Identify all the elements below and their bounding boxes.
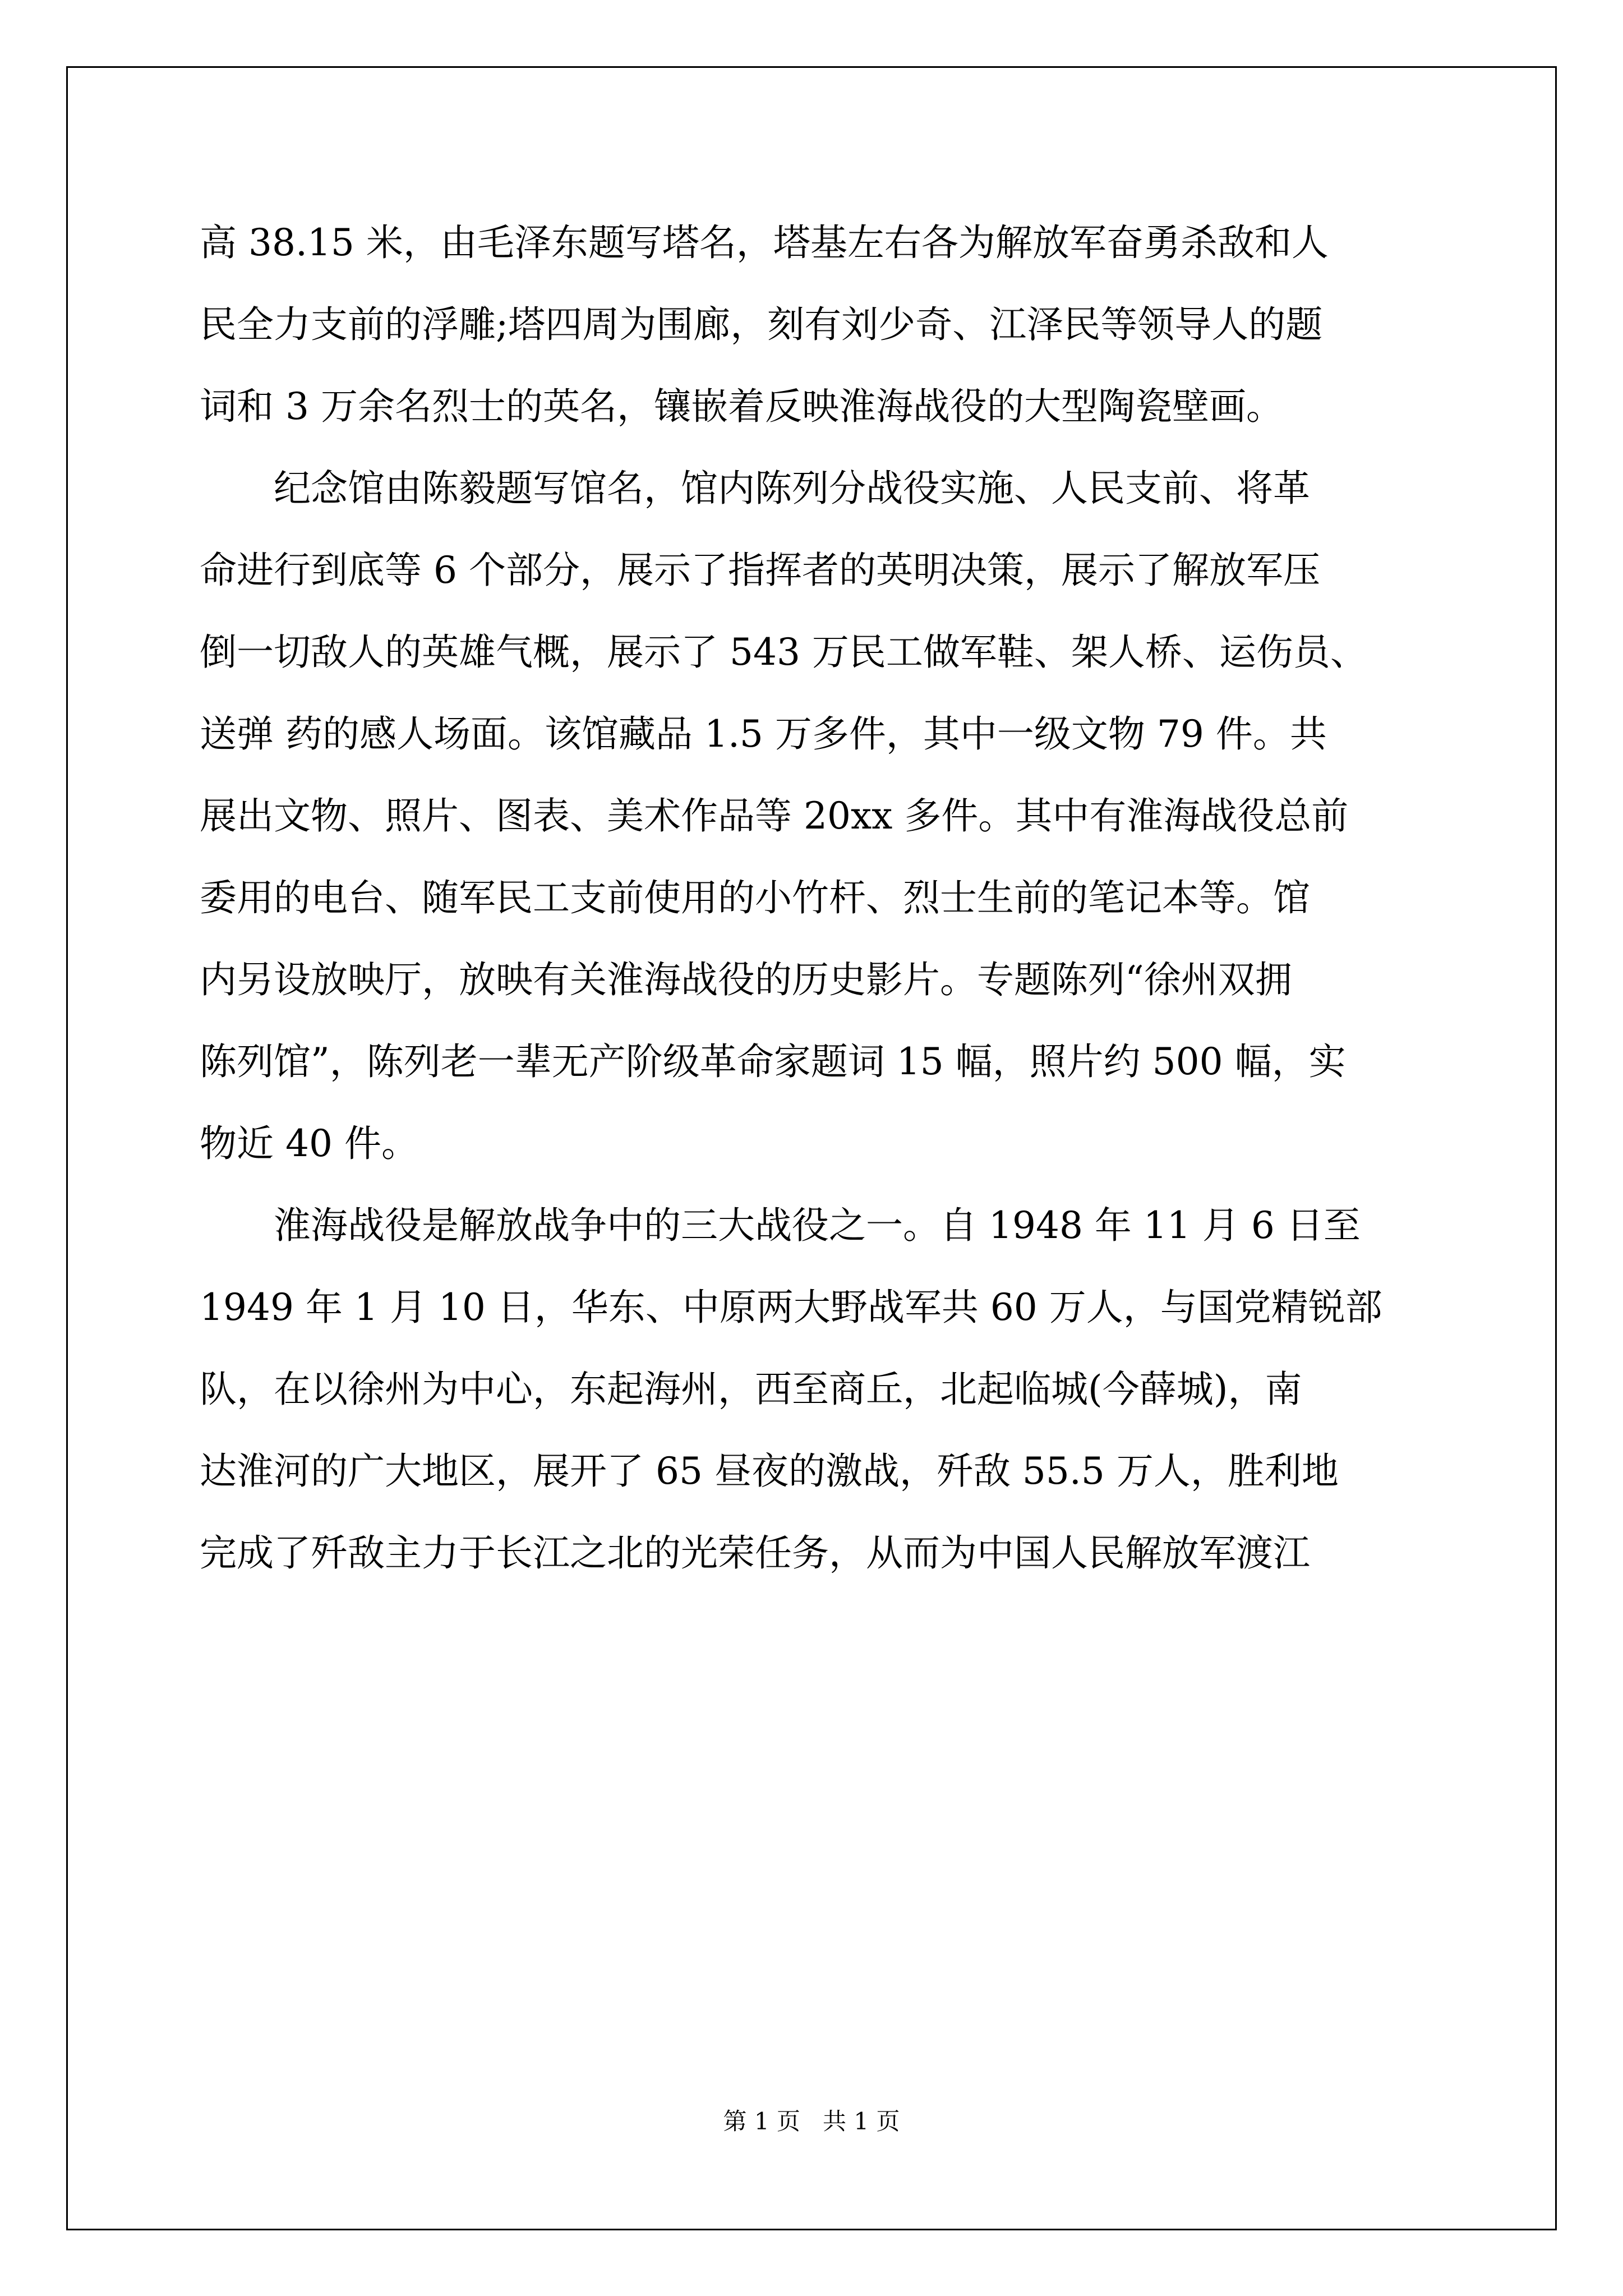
text-line: 队，在以徐州为中心，东起海州，西至商丘，北起临城(今薛城)，南 xyxy=(200,1368,1302,1411)
text-line: 内另设放映厅，放映有关淮海战役的历史影片。专题陈列“徐州双拥 xyxy=(200,958,1292,1001)
text-line: 完成了歼敌主力于长江之北的光荣任务，从而为中国人民解放军渡江 xyxy=(200,1531,1310,1575)
text-line: 纪念馆由陈毅题写馆名，馆内陈列分战役实施、人民支前、将革 xyxy=(200,467,1310,510)
document-body xyxy=(200,202,1467,1594)
text-line: 达淮河的广大地区，展开了 65 昼夜的激战，歼敌 55.5 万人，胜利地 xyxy=(200,1450,1339,1493)
text-line: 送弹 药的感人场面。该馆藏品 1.5 万多件，其中一级文物 79 件。共 xyxy=(200,712,1327,756)
paragraph-3 xyxy=(200,1185,1467,1594)
paragraph-2 xyxy=(200,448,1467,1185)
text-line: 高 38.15 米，由毛泽东题写塔名，塔基左右各为解放军奋勇杀敌和人 xyxy=(200,221,1329,264)
text-line: 委用的电台、随军民工支前使用的小竹杆、烈士生前的笔记本等。馆 xyxy=(200,876,1310,919)
text-line: 民全力支前的浮雕;塔四周为围廊，刻有刘少奇、江泽民等领导人的题 xyxy=(200,303,1323,346)
text-line: 倒一切敌人的英雄气概，展示了 543 万民工做军鞋、架人桥、运伤员、 xyxy=(200,631,1367,674)
page-footer: 第 1 页 共 1 页 xyxy=(723,2108,900,2135)
text-line: 词和 3 万余名烈士的英名，镶嵌着反映淮海战役的大型陶瓷壁画。 xyxy=(200,385,1283,428)
text-line: 1949 年 1 月 10 日，华东、中原两大野战军共 60 万人，与国党精锐部 xyxy=(200,1286,1382,1329)
text-line: 陈列馆”，陈列老一辈无产阶级革命家题词 15 幅，照片约 500 幅，实 xyxy=(200,1040,1346,1083)
text-line: 命进行到底等 6 个部分，展示了指挥者的英明决策，展示了解放军压 xyxy=(200,549,1320,592)
text-line: 展出文物、照片、图表、美术作品等 20xx 多件。其中有淮海战役总前 xyxy=(200,794,1349,838)
text-line: 淮海战役是解放战争中的三大战役之一。自 1948 年 11 月 6 日至 xyxy=(200,1204,1361,1247)
text-line: 物近 40 件。 xyxy=(200,1122,418,1165)
paragraph-1 xyxy=(200,202,1467,448)
